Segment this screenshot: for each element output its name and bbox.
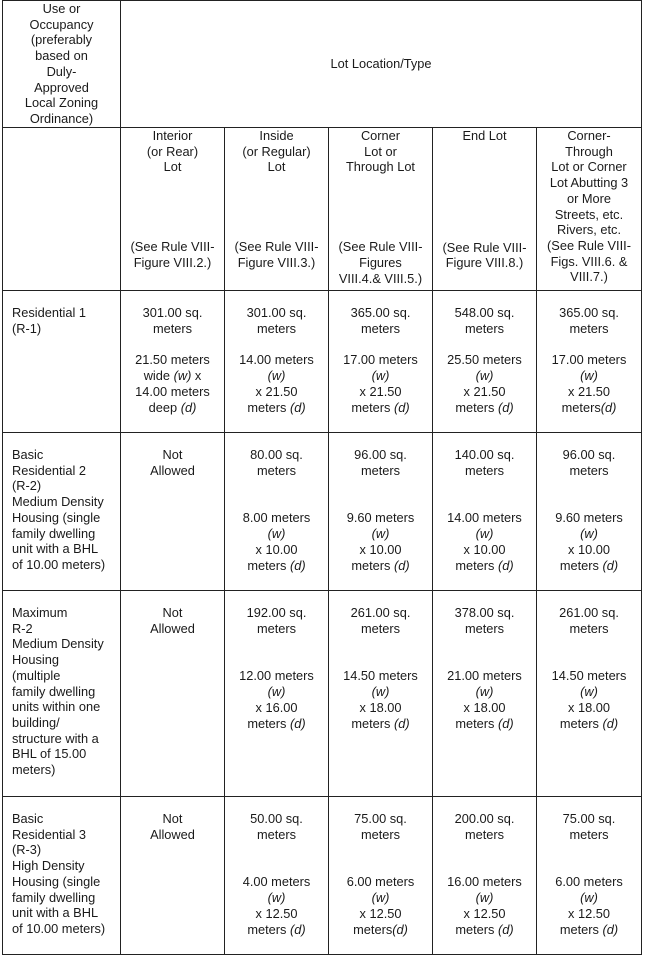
use-line: of 10.00 meters) [12, 920, 106, 936]
dims-line: meters (d) [351, 399, 410, 415]
dims-line: x 16.00 [255, 699, 298, 715]
use-line: (R-2) [12, 478, 42, 494]
dims-line: x 12.50 [359, 905, 402, 921]
dims-line: 8.00 meters [242, 510, 311, 526]
use-line: BHL of 15.00 [12, 746, 87, 762]
area-line: meters [464, 462, 505, 478]
lot-cell [433, 291, 537, 433]
header-line: Local Zoning [24, 95, 99, 111]
dims-line: x 10.00 [255, 541, 298, 557]
lot-cell [225, 591, 329, 797]
lot-cell [537, 291, 642, 433]
lot-cell [121, 591, 225, 797]
use-cell-r3-basic [3, 797, 121, 955]
lot-cell [537, 433, 642, 591]
use-line: family dwelling [12, 889, 96, 905]
column-name-line: Lot Abutting 3 [549, 175, 629, 191]
area-line: 261.00 sq. [559, 605, 619, 620]
column-ref-line: VIII.4.& VIII.5.) [338, 270, 423, 286]
dims-line: meters(d) [561, 399, 617, 415]
use-line: Housing [12, 652, 59, 668]
lot-cell [121, 433, 225, 591]
dims-line: x 10.00 [463, 541, 506, 557]
dims-line: meters(d) [353, 921, 408, 937]
dims-line: (w) [580, 684, 598, 700]
lot-cell [433, 797, 537, 955]
dims-line: x 21.50 [359, 383, 402, 399]
header-line: Ordinance) [29, 110, 94, 126]
use-line: unit with a BHL [12, 905, 99, 921]
dims-line: 21.00 meters [447, 668, 522, 684]
area-line: Allowed [150, 620, 195, 636]
column-name-line: End Lot [462, 128, 507, 143]
use-line: Basic [12, 811, 44, 826]
area-line: Not [162, 447, 183, 462]
dims-line: meters (d) [559, 557, 619, 573]
dims-line: (w) [267, 526, 286, 542]
lot-cell [433, 591, 537, 797]
table-row [3, 433, 642, 591]
area-line: 200.00 sq. [454, 811, 515, 826]
dims-line: (w) [267, 684, 286, 700]
dims-line: x 21.50 [568, 383, 610, 399]
area-line: 80.00 sq. [250, 447, 303, 462]
column-name-line: Streets, etc. [554, 206, 624, 222]
dims-line: x 18.00 [359, 699, 402, 715]
dims-line: 4.00 meters [242, 874, 311, 890]
lot-cell [225, 797, 329, 955]
dims-line: x 12.50 [568, 905, 610, 921]
dims-line: (w) [267, 368, 286, 384]
dims-line: meters (d) [455, 557, 514, 573]
column-header-end-lot [433, 128, 537, 291]
lot-cell [329, 291, 433, 433]
area-line: meters [256, 462, 297, 478]
column-ref-line: Figure VIII.3.) [237, 254, 316, 270]
dims-line: 21.50 meters [135, 352, 210, 368]
dims-line: 6.00 meters [346, 874, 415, 890]
area-line: meters [464, 826, 505, 842]
dims-line: x 10.00 [359, 541, 402, 557]
header-line: based on [35, 48, 88, 64]
dims-line: meters (d) [455, 921, 514, 937]
column-name-line: Lot or Corner [551, 159, 627, 175]
area-line: Not [162, 605, 183, 620]
dims-line: x 10.00 [568, 541, 610, 557]
dims-line: wide (w) x [143, 368, 202, 384]
column-name-line: or More [566, 190, 612, 206]
use-line: Residential 1 [12, 305, 86, 320]
lot-cell [329, 797, 433, 955]
column-header-corner [329, 128, 433, 291]
use-cell-r2-basic [3, 433, 121, 591]
area-line: meters [464, 620, 505, 636]
dims-line: 25.50 meters [447, 352, 522, 368]
area-line: meters [360, 620, 401, 636]
area-line: 261.00 sq. [350, 605, 411, 620]
use-line: R-2 [12, 620, 33, 636]
dims-line: 6.00 meters [555, 874, 623, 890]
dims-line: 12.00 meters [239, 668, 314, 684]
column-header-interior [121, 128, 225, 291]
use-line: Housing (single [12, 509, 101, 525]
dims-line: meters (d) [247, 921, 306, 937]
column-header-corner-through [537, 128, 642, 291]
dims-line: (w) [371, 368, 390, 384]
dims-line: 14.00 meters [447, 510, 522, 526]
dims-line: deep (d) [148, 399, 197, 415]
column-header-inside [225, 128, 329, 291]
dims-line: meters (d) [559, 715, 619, 731]
dims-line: x 18.00 [463, 699, 506, 715]
use-line: Residential 3 [12, 826, 86, 842]
area-line: 96.00 sq. [562, 447, 616, 462]
area-line: meters [360, 462, 401, 478]
header-line: Use or [42, 1, 81, 16]
use-cell-r1 [3, 291, 121, 433]
dims-line: x 18.00 [568, 699, 610, 715]
area-line: meters [569, 826, 609, 842]
area-line: 301.00 sq. [142, 305, 203, 320]
area-line: 96.00 sq. [354, 447, 407, 462]
use-line: of 10.00 meters) [12, 556, 106, 572]
dims-line: 16.00 meters [447, 874, 522, 890]
area-line: meters [256, 620, 297, 636]
dims-line: meters (d) [351, 557, 410, 573]
use-line: family dwelling [12, 683, 96, 699]
use-line: building/ [12, 714, 60, 730]
dims-line: (w) [371, 684, 390, 700]
area-line: Allowed [150, 462, 195, 478]
empty-header-cell [3, 128, 121, 291]
use-line: High Density [12, 858, 85, 874]
lot-cell [225, 291, 329, 433]
area-line: meters [256, 826, 297, 842]
area-line: 140.00 sq. [454, 447, 515, 462]
dims-line: 14.50 meters [551, 668, 627, 684]
lot-cell [537, 591, 642, 797]
dims-line: 14.50 meters [343, 668, 418, 684]
column-name-line: Corner- [567, 128, 611, 143]
header-row-top [3, 1, 642, 128]
area-line: meters [464, 320, 505, 336]
area-line: 75.00 sq. [354, 811, 407, 826]
column-name-line: (or Regular) [242, 143, 311, 159]
header-line: Duly- [46, 63, 77, 79]
column-ref-line: Figure VIII.2.) [133, 254, 212, 270]
column-ref-line: VIII.7.) [570, 269, 608, 285]
dims-line: (w) [475, 368, 494, 384]
dims-line: 9.60 meters [346, 510, 415, 526]
use-line: structure with a [12, 730, 99, 746]
dims-line: meters (d) [247, 557, 306, 573]
area-line: meters [569, 620, 609, 636]
column-name-line: Inside [259, 128, 294, 143]
dims-line: (w) [580, 526, 598, 542]
dims-line: x 12.50 [463, 905, 506, 921]
column-name-line: Interior [152, 128, 193, 143]
table-row [3, 591, 642, 797]
column-name-line: Lot or [364, 143, 397, 159]
area-line: 75.00 sq. [562, 811, 616, 826]
header-line: Occupancy [29, 16, 94, 32]
use-occupancy-header [3, 1, 121, 128]
use-line: (R-3) [12, 842, 42, 858]
dims-line: x 21.50 [463, 383, 506, 399]
lot-requirements-table [2, 0, 642, 955]
area-line: meters [569, 320, 609, 336]
area-line: 365.00 sq. [350, 305, 411, 320]
dims-line: 17.00 meters [343, 352, 418, 368]
dims-line: meters (d) [351, 715, 410, 731]
use-line: Housing (single [12, 873, 101, 889]
column-ref-line: Figs. VIII.6. & [550, 253, 628, 269]
column-name-line: Through Lot [345, 159, 415, 175]
column-ref-line: (See Rule VIII- [547, 237, 631, 253]
dims-line: (w) [371, 890, 390, 906]
column-ref-line: (See Rule VIII- [234, 239, 319, 255]
use-line: (R-1) [12, 320, 42, 336]
use-cell-r2-maximum [3, 591, 121, 797]
dims-line: 14.00 meters [135, 383, 210, 399]
use-line: Maximum [12, 605, 68, 620]
area-line: 301.00 sq. [246, 305, 307, 320]
column-name-line: Through [565, 143, 613, 159]
dims-line: (w) [475, 890, 494, 906]
column-ref-line: (See Rule VIII- [338, 239, 423, 255]
lot-cell [121, 291, 225, 433]
area-line: 192.00 sq. [246, 605, 307, 620]
use-line: Residential 2 [12, 462, 86, 478]
area-line: meters [256, 320, 297, 336]
area-line: 548.00 sq. [454, 305, 515, 320]
area-line: meters [152, 320, 193, 336]
area-line: Allowed [150, 826, 195, 842]
dims-line: meters (d) [455, 399, 514, 415]
use-line: unit with a BHL [12, 541, 99, 557]
dims-line: meters (d) [455, 715, 514, 731]
use-line: Medium Density [12, 636, 104, 652]
dims-line: 17.00 meters [551, 352, 627, 368]
column-name-line: Lot [163, 159, 182, 175]
lot-cell [225, 433, 329, 591]
area-line: 378.00 sq. [454, 605, 515, 620]
lot-cell [121, 797, 225, 955]
column-ref-line: Figures [359, 254, 402, 270]
area-line: 365.00 sq. [559, 305, 619, 320]
use-line: Medium Density [12, 494, 104, 510]
header-line: Approved [34, 79, 89, 95]
use-line: (multiple [12, 667, 61, 683]
dims-line: (w) [475, 684, 494, 700]
column-name-line: Rivers, etc. [557, 222, 621, 238]
lot-cell [329, 433, 433, 591]
dims-line: x 21.50 [255, 383, 298, 399]
dims-line: x 12.50 [255, 905, 298, 921]
lot-cell [329, 591, 433, 797]
header-row-columns [3, 128, 642, 291]
column-name-line: Lot [267, 159, 286, 175]
use-line: family dwelling [12, 525, 96, 541]
column-name-line: Corner [360, 128, 401, 143]
table-row [3, 291, 642, 433]
column-ref-line: (See Rule VIII- [130, 239, 215, 255]
lot-cell [433, 433, 537, 591]
dims-line: (w) [371, 526, 390, 542]
dims-line: (w) [267, 890, 286, 906]
use-line: meters) [12, 762, 56, 778]
column-ref-line: (See Rule VIII- [442, 239, 527, 255]
header-line: (preferably [30, 32, 93, 48]
use-line: units within one [12, 699, 101, 715]
dims-line: meters (d) [247, 715, 306, 731]
area-line: meters [360, 826, 401, 842]
lot-cell [537, 797, 642, 955]
dims-line: (w) [475, 526, 494, 542]
use-line: Basic [12, 447, 44, 462]
column-name-line: (or Rear) [146, 143, 199, 159]
dims-line: 9.60 meters [555, 510, 623, 526]
area-line: Not [162, 811, 183, 826]
lot-location-type-header: Lot Location/Type [121, 1, 642, 128]
column-ref-line: Figure VIII.8.) [445, 255, 524, 271]
dims-line: meters (d) [559, 921, 619, 937]
dims-line: meters (d) [247, 399, 306, 415]
area-line: meters [360, 320, 401, 336]
area-line: meters [569, 462, 609, 478]
table-row [3, 797, 642, 955]
dims-line: (w) [580, 368, 598, 384]
dims-line: 14.00 meters [239, 352, 314, 368]
dims-line: (w) [580, 890, 598, 906]
area-line: 50.00 sq. [250, 811, 303, 826]
